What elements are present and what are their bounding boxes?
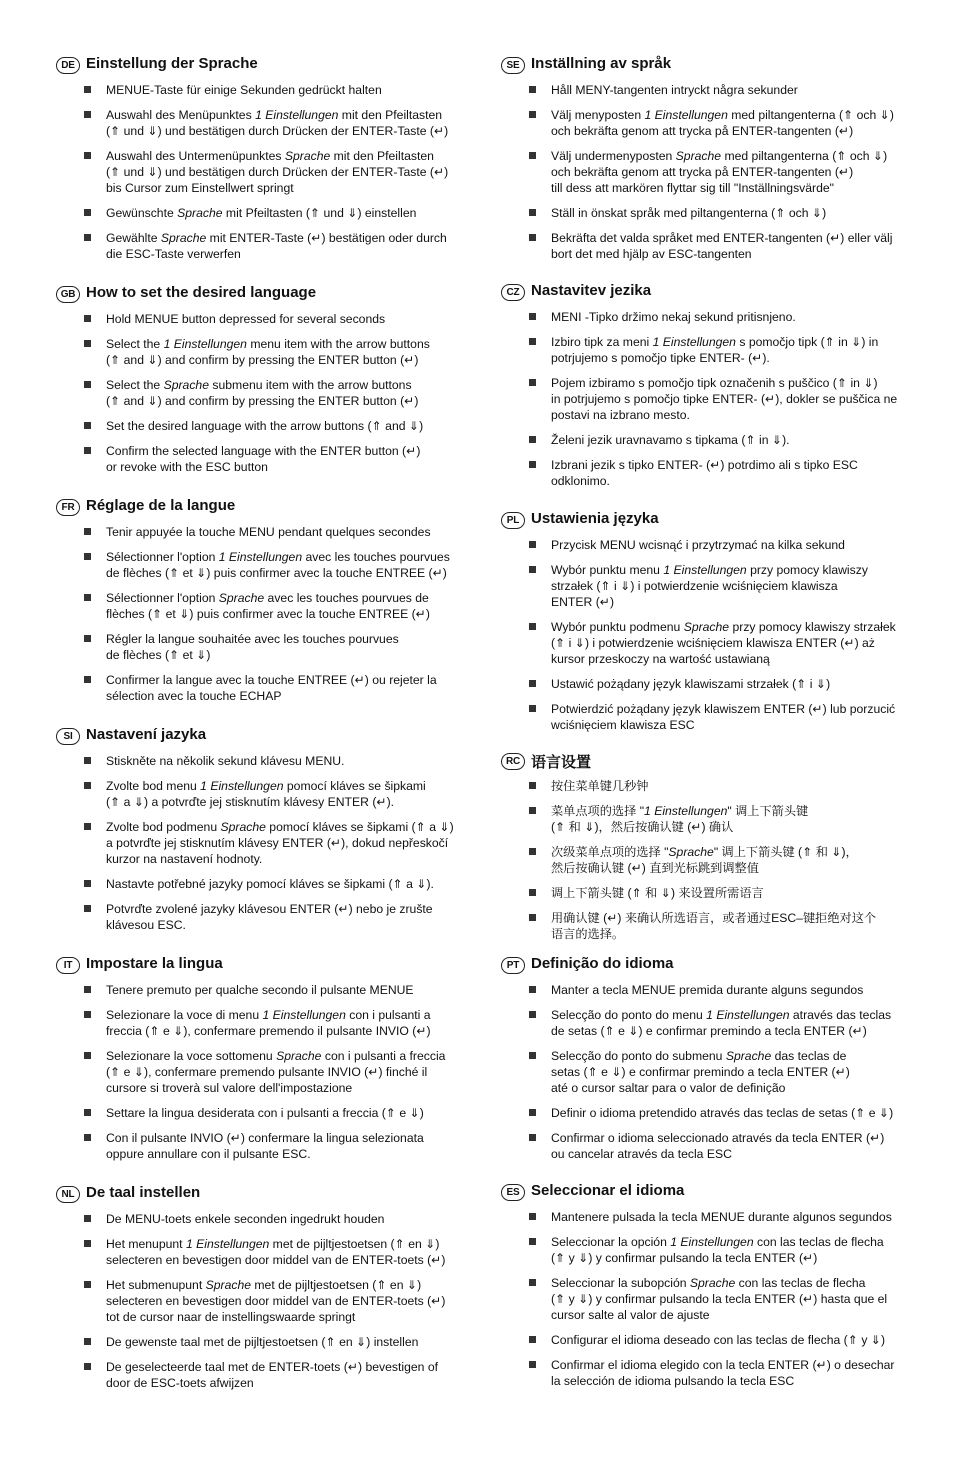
- section-heading: [56, 1185, 486, 1205]
- instruction-item: [551, 1130, 906, 1162]
- instruction-item: [551, 107, 906, 139]
- instruction-line: Stiskněte na několik sekund klávesu MENU.: [106, 754, 345, 768]
- instruction-item: [551, 844, 906, 876]
- instruction-item: [106, 982, 461, 998]
- instruction-item: [106, 901, 461, 933]
- instruction-line: Seleccionar la opción 1 Einstellungen con las teclas de flecha: [551, 1235, 884, 1249]
- instruction-line: selecteren en bevestigen door middel van de ENTER-toets (↵): [106, 1253, 446, 1267]
- instruction-item: [551, 1209, 906, 1225]
- instruction-item: [551, 1048, 906, 1096]
- instruction-line: tot de cursor naar de instellingswaarde springt: [106, 1310, 356, 1324]
- instruction-item: [551, 334, 906, 366]
- instruction-item: [106, 311, 461, 327]
- language-code-badge: FR: [56, 499, 80, 516]
- instruction-line: kursor przeskoczy na wartość ustawianą: [551, 652, 770, 666]
- instruction-item: [551, 1357, 906, 1389]
- instruction-line: Tenir appuyée la touche MENU pendant quelques secondes: [106, 525, 431, 539]
- instruction-line: Sélectionner l'option 1 Einstellungen avec les touches pourvues: [106, 550, 450, 564]
- instruction-item: [551, 1105, 906, 1121]
- instruction-list: [106, 524, 461, 704]
- instruction-item: [551, 230, 906, 262]
- instruction-line: Selezionare la voce sottomenu Sprache con i pulsanti a freccia: [106, 1049, 446, 1063]
- section-cz: [501, 283, 931, 489]
- instruction-list: [106, 1211, 461, 1391]
- language-code-badge: RC: [501, 753, 525, 770]
- instruction-line: odklonimo.: [551, 474, 610, 488]
- instruction-line: Het menupunt 1 Einstellungen met de pijltjestoetsen (⇑ en ⇓): [106, 1237, 440, 1251]
- instruction-line: in potrjujemo s pomočjo tipke ENTER- (↵), dokler se puščica ne: [551, 392, 898, 406]
- instruction-line: até o cursor saltar para o valor de definição: [551, 1081, 786, 1095]
- instruction-item: [551, 910, 906, 942]
- instruction-line: (⇑ y ⇓) y confirmar pulsando la tecla ENTER (↵): [551, 1251, 818, 1265]
- section-gb: [56, 285, 486, 475]
- instruction-item: [106, 1277, 461, 1325]
- section-pt: [501, 956, 931, 1162]
- instruction-line: Mantenere pulsada la tecla MENUE durante algunos segundos: [551, 1210, 892, 1224]
- section-title: How to set the desired language: [86, 284, 317, 301]
- instruction-line: Selezionare la voce di menu 1 Einstellungen con i pulsanti a: [106, 1008, 431, 1022]
- section-heading: [56, 56, 486, 76]
- instruction-item: [551, 885, 906, 901]
- instruction-line: Select the 1 Einstellungen menu item with the arrow buttons: [106, 337, 430, 351]
- section-fr: [56, 498, 486, 704]
- instruction-line: Settare la lingua desiderata con i pulsanti a freccia (⇑ e ⇓): [106, 1106, 424, 1120]
- instruction-line: Ställ in önskat språk med piltangenterna (⇑ och ⇓): [551, 206, 827, 220]
- instruction-line: Bekräfta det valda språket med ENTER-tangenten (↵) eller välj: [551, 231, 893, 245]
- instruction-line: Confirmar el idioma elegido con la tecla ENTER (↵) o desechar: [551, 1358, 895, 1372]
- instruction-line: 然后按确认键 (↵) 直到光标跳到调整值: [551, 861, 759, 875]
- section-heading: [501, 752, 931, 772]
- instruction-item: [106, 336, 461, 368]
- instruction-line: Set the desired language with the arrow buttons (⇑ and ⇓): [106, 419, 424, 433]
- section-se: [501, 56, 931, 262]
- instruction-line: MENUE-Taste für einige Sekunden gedrückt halten: [106, 83, 382, 97]
- instruction-line: (⇑ und ⇓) und bestätigen durch Drücken der ENTER-Taste (↵): [106, 124, 449, 138]
- instruction-item: [106, 876, 461, 892]
- instruction-line: wciśnięciem klawisza ESC: [551, 718, 695, 732]
- section-es: [501, 1183, 931, 1389]
- section-heading: [56, 727, 486, 747]
- instruction-line: Het submenupunt Sprache met de pijltjestoetsen (⇑ en ⇓): [106, 1278, 422, 1292]
- instruction-list: [551, 309, 906, 489]
- instruction-line: oppure annullare con il pulsante ESC.: [106, 1147, 311, 1161]
- instruction-line: 次级菜单点项的选择 "Sprache" 调上下箭头键 (⇑ 和 ⇓)，: [551, 845, 858, 859]
- instruction-item: [106, 1334, 461, 1350]
- instruction-line: de flèches (⇑ et ⇓) puis confirmer avec la touche ENTREE (↵): [106, 566, 447, 580]
- instruction-line: Selecção do ponto do menu 1 Einstellungen através das teclas: [551, 1008, 892, 1022]
- instruction-line: Confirm the selected language with the ENTER button (↵): [106, 444, 421, 458]
- language-code-badge: SE: [501, 57, 525, 74]
- instruction-item: [106, 549, 461, 581]
- instruction-list: [106, 82, 461, 262]
- instruction-item: [106, 148, 461, 196]
- instruction-item: [106, 1007, 461, 1039]
- instruction-item: [106, 1359, 461, 1391]
- instruction-line: Hold MENUE button depressed for several seconds: [106, 312, 386, 326]
- instruction-line: postavi na izbrano mesto.: [551, 408, 690, 422]
- instruction-item: [551, 778, 906, 794]
- instruction-line: (⇑ a ⇓) a potvrďte jej stisknutím klávesy ENTER (↵).: [106, 795, 395, 809]
- instruction-list: [551, 778, 906, 942]
- instruction-line: Izbrani jezik s tipko ENTER- (↵) potrdimo ali s tipko ESC: [551, 458, 858, 472]
- language-code-badge: DE: [56, 57, 80, 74]
- instruction-line: (⇑ and ⇓) and confirm by pressing the ENTER button (↵): [106, 353, 419, 367]
- instruction-line: setas (⇑ e ⇓) e confirmar premindo a tecla ENTER (↵): [551, 1065, 850, 1079]
- instruction-line: och bekräfta genom att trycka på ENTER-tangenten (↵): [551, 165, 854, 179]
- instruction-line: kurzor na nastavení hodnoty.: [106, 852, 263, 866]
- language-code-badge: GB: [56, 286, 80, 303]
- instruction-item: [106, 672, 461, 704]
- instruction-item: [551, 619, 906, 667]
- instruction-line: or revoke with the ESC button: [106, 460, 268, 474]
- instruction-line: Con il pulsante INVIO (↵) confermare la lingua selezionata: [106, 1131, 424, 1145]
- instruction-line: Definir o idioma pretendido através das teclas de setas (⇑ e ⇓): [551, 1106, 894, 1120]
- instruction-item: [106, 524, 461, 540]
- instruction-line: Pojem izbiramo s pomočjo tipk označenih s puščico (⇑ in ⇓): [551, 376, 878, 390]
- section-title: Definição do idioma: [531, 955, 674, 972]
- instruction-line: selecteren en bevestigen door middel van de ENTER-toets (↵): [106, 1294, 446, 1308]
- instruction-line: klávesou ESC.: [106, 918, 186, 932]
- instruction-list: [106, 311, 461, 475]
- instruction-item: [106, 418, 461, 434]
- instruction-item: [106, 1236, 461, 1268]
- section-heading: [501, 956, 931, 976]
- instruction-item: [106, 819, 461, 867]
- instruction-line: Confirmar o idioma seleccionado através da tecla ENTER (↵): [551, 1131, 885, 1145]
- instruction-line: la selección de idioma pulsando la tecla ESC: [551, 1374, 795, 1388]
- instruction-line: Wybór punktu podmenu Sprache przy pomocy klawiszy strzałek: [551, 620, 896, 634]
- section-de: [56, 56, 486, 262]
- instruction-line: Tenere premuto per qualche secondo il pulsante MENUE: [106, 983, 414, 997]
- instruction-line: (⇑ 和 ⇓)，然后按确认键 (↵) 确认: [551, 820, 734, 834]
- instruction-item: [106, 377, 461, 409]
- instruction-line: (⇑ and ⇓) and confirm by pressing the ENTER button (↵): [106, 394, 419, 408]
- instruction-item: [551, 432, 906, 448]
- instruction-item: [106, 1048, 461, 1096]
- instruction-line: 按住菜单键几秒钟: [551, 779, 649, 793]
- instruction-line: ou cancelar através da tecla ESC: [551, 1147, 732, 1161]
- instruction-line: De MENU-toets enkele seconden ingedrukt houden: [106, 1212, 385, 1226]
- instruction-item: [106, 631, 461, 663]
- instruction-line: strzałek (⇑ i ⇓) i potwierdzenie wciśnięciem klawisza: [551, 579, 838, 593]
- instruction-line: Przycisk MENU wcisnąć i przytrzymać na kilka sekund: [551, 538, 845, 552]
- instruction-item: [551, 148, 906, 196]
- instruction-line: Auswahl des Untermenüpunktes Sprache mit den Pfeiltasten: [106, 149, 434, 163]
- instruction-line: Potwierdzić pożądany język klawiszem ENTER (↵) lub porzucić: [551, 702, 896, 716]
- instruction-item: [551, 1007, 906, 1039]
- instruction-line: Auswahl des Menüpunktes 1 Einstellungen mit den Pfeiltasten: [106, 108, 443, 122]
- instruction-line: Zvolte bod podmenu Sprache pomocí kláves se šipkami (⇑ a ⇓): [106, 820, 454, 834]
- section-heading: [56, 956, 486, 976]
- instruction-line: Configurar el idioma deseado con las teclas de flecha (⇑ y ⇓): [551, 1333, 886, 1347]
- section-title: Seleccionar el idioma: [531, 1182, 685, 1199]
- instruction-line: Select the Sprache submenu item with the arrow buttons: [106, 378, 412, 392]
- section-pl: [501, 511, 931, 733]
- instruction-item: [106, 1130, 461, 1162]
- instruction-line: (⇑ und ⇓) und bestätigen durch Drücken der ENTER-Taste (↵): [106, 165, 449, 179]
- instruction-line: Håll MENY-tangenten intryckt några sekunder: [551, 83, 798, 97]
- instruction-item: [106, 443, 461, 475]
- section-title: 语言设置: [531, 754, 592, 771]
- instruction-item: [551, 562, 906, 610]
- instruction-line: die ESC-Taste verwerfen: [106, 247, 241, 261]
- instruction-list: [106, 982, 461, 1162]
- instruction-item: [551, 1234, 906, 1266]
- instruction-line: Sélectionner l'option Sprache avec les touches pourvues de: [106, 591, 429, 605]
- section-rc: [501, 752, 931, 942]
- language-code-badge: NL: [56, 1186, 80, 1203]
- instruction-line: Gewählte Sprache mit ENTER-Taste (↵) bestätigen oder durch: [106, 231, 447, 245]
- instruction-line: flèches (⇑ et ⇓) puis confirmer avec la touche ENTREE (↵): [106, 607, 430, 621]
- instruction-line: Confirmer la langue avec la touche ENTREE (↵) ou rejeter la: [106, 673, 437, 687]
- instruction-line: bis Cursor zum Einstellwert springt: [106, 181, 294, 195]
- section-title: Nastavitev jezika: [531, 282, 652, 299]
- instruction-line: Wybór punktu menu 1 Einstellungen przy pomocy klawiszy: [551, 563, 868, 577]
- instruction-item: [551, 676, 906, 692]
- instruction-line: och bekräfta genom att trycka på ENTER-tangenten (↵): [551, 124, 854, 138]
- instruction-item: [551, 982, 906, 998]
- section-heading: [56, 498, 486, 518]
- instruction-item: [106, 230, 461, 262]
- instruction-item: [551, 205, 906, 221]
- instruction-item: [551, 1332, 906, 1348]
- instruction-line: cursore si troverà sul valore dell'impostazione: [106, 1081, 353, 1095]
- instruction-line: door de ESC-toets afwijzen: [106, 1376, 254, 1390]
- instruction-line: Nastavte potřebné jazyky pomocí kláves se šipkami (⇑ a ⇓).: [106, 877, 434, 891]
- section-nl: [56, 1185, 486, 1391]
- instruction-line: De gewenste taal met de pijltjestoetsen (⇑ en ⇓) instellen: [106, 1335, 419, 1349]
- section-si: [56, 727, 486, 933]
- language-code-badge: PL: [501, 512, 525, 529]
- instruction-line: Régler la langue souhaitée avec les touches pourvues: [106, 632, 399, 646]
- instruction-line: MENI -Tipko držimo nekaj sekund pritisnjeno.: [551, 310, 796, 324]
- section-heading: [501, 283, 931, 303]
- instruction-line: de flèches (⇑ et ⇓): [106, 648, 211, 662]
- instruction-line: Manter a tecla MENUE premida durante alguns segundos: [551, 983, 864, 997]
- instruction-line: 语言的选择。: [551, 927, 625, 941]
- instruction-line: Välj undermenyposten Sprache med piltangenterna (⇑ och ⇓): [551, 149, 888, 163]
- instruction-line: 用确认键 (↵) 来确认所选语言，或者通过ESC–键拒绝对这个: [551, 911, 877, 925]
- instruction-item: [551, 537, 906, 553]
- section-heading: [501, 56, 931, 76]
- language-code-badge: CZ: [501, 284, 525, 301]
- instruction-list: [106, 753, 461, 933]
- instruction-line: Želeni jezik uravnavamo s tipkama (⇑ in ⇓).: [551, 433, 790, 447]
- instruction-line: (⇑ e ⇓), confermare premendo pulsante INVIO (↵) finché il: [106, 1065, 428, 1079]
- section-title: Einstellung der Sprache: [86, 55, 258, 72]
- instruction-line: Ustawić pożądany język klawiszami strzałek (⇑ i ⇓): [551, 677, 831, 691]
- language-code-badge: IT: [56, 957, 80, 974]
- instruction-list: [551, 982, 906, 1162]
- instruction-line: (⇑ y ⇓) y confirmar pulsando la tecla ENTER (↵) hasta que el: [551, 1292, 888, 1306]
- instruction-line: Seleccionar la subopción Sprache con las teclas de flecha: [551, 1276, 866, 1290]
- instruction-item: [551, 803, 906, 835]
- instruction-line: till dess att markören flyttar sig till "Inställningsvärde": [551, 181, 834, 195]
- instruction-line: Selecção do ponto do submenu Sprache das teclas de: [551, 1049, 847, 1063]
- instruction-line: Izbiro tipk za meni 1 Einstellungen s pomočjo tipk (⇑ in ⇓) in: [551, 335, 879, 349]
- section-title: Nastavení jazyka: [86, 726, 207, 743]
- section-title: Réglage de la langue: [86, 497, 236, 514]
- instruction-item: [106, 107, 461, 139]
- instruction-list: [551, 537, 906, 733]
- instruction-line: 调上下箭头键 (⇑ 和 ⇓) 来设置所需语言: [551, 886, 764, 900]
- instruction-item: [106, 590, 461, 622]
- section-heading: [501, 1183, 931, 1203]
- instruction-item: [551, 457, 906, 489]
- instruction-line: a potvrďte jej stisknutím klávesy ENTER (↵), dokud nepřeskočí: [106, 836, 449, 850]
- instruction-item: [106, 778, 461, 810]
- instruction-item: [551, 1275, 906, 1323]
- section-title: Impostare la lingua: [86, 955, 223, 972]
- section-title: Inställning av språk: [531, 55, 672, 72]
- section-it: [56, 956, 486, 1162]
- instruction-line: freccia (⇑ e ⇓), confermare premendo il pulsante INVIO (↵): [106, 1024, 431, 1038]
- section-heading: [501, 511, 931, 531]
- instruction-item: [551, 82, 906, 98]
- section-title: Ustawienia języka: [531, 510, 659, 527]
- instruction-item: [551, 309, 906, 325]
- section-heading: [56, 285, 486, 305]
- instruction-item: [106, 1105, 461, 1121]
- instruction-line: Potvrďte zvolené jazyky klávesou ENTER (↵) nebo je zrušte: [106, 902, 433, 916]
- instruction-line: bort det med hjälp av ESC-tangenten: [551, 247, 752, 261]
- instruction-list: [551, 82, 906, 262]
- section-title: De taal instellen: [86, 1184, 201, 1201]
- instruction-line: ENTER (↵): [551, 595, 615, 609]
- instruction-line: Gewünschte Sprache mit Pfeiltasten (⇑ und ⇓) einstellen: [106, 206, 417, 220]
- instruction-item: [106, 1211, 461, 1227]
- instruction-item: [551, 375, 906, 423]
- language-code-badge: SI: [56, 728, 80, 745]
- instruction-list: [551, 1209, 906, 1389]
- instruction-item: [106, 753, 461, 769]
- instruction-line: De geselecteerde taal met de ENTER-toets (↵) bevestigen of: [106, 1360, 438, 1374]
- instruction-line: de setas (⇑ e ⇓) e confirmar premindo a tecla ENTER (↵): [551, 1024, 867, 1038]
- language-code-badge: ES: [501, 1184, 525, 1201]
- instruction-line: Zvolte bod menu 1 Einstellungen pomocí kláves se šipkami: [106, 779, 426, 793]
- instruction-line: (⇑ i ⇓) i potwierdzenie wciśnięciem klawisza ENTER (↵) aż: [551, 636, 875, 650]
- instruction-item: [106, 82, 461, 98]
- instruction-line: cursor salte al valor de ajuste: [551, 1308, 710, 1322]
- language-code-badge: PT: [501, 957, 525, 974]
- instruction-line: potrjujemo s pomočjo tipke ENTER- (↵).: [551, 351, 770, 365]
- instruction-item: [106, 205, 461, 221]
- instruction-line: sélection avec la touche ECHAP: [106, 689, 282, 703]
- instruction-line: Välj menyposten 1 Einstellungen med piltangenterna (⇑ och ⇓): [551, 108, 894, 122]
- instruction-line: 菜单点项的选择 "1 Einstellungen" 调上下箭头键: [551, 804, 809, 818]
- instruction-item: [551, 701, 906, 733]
